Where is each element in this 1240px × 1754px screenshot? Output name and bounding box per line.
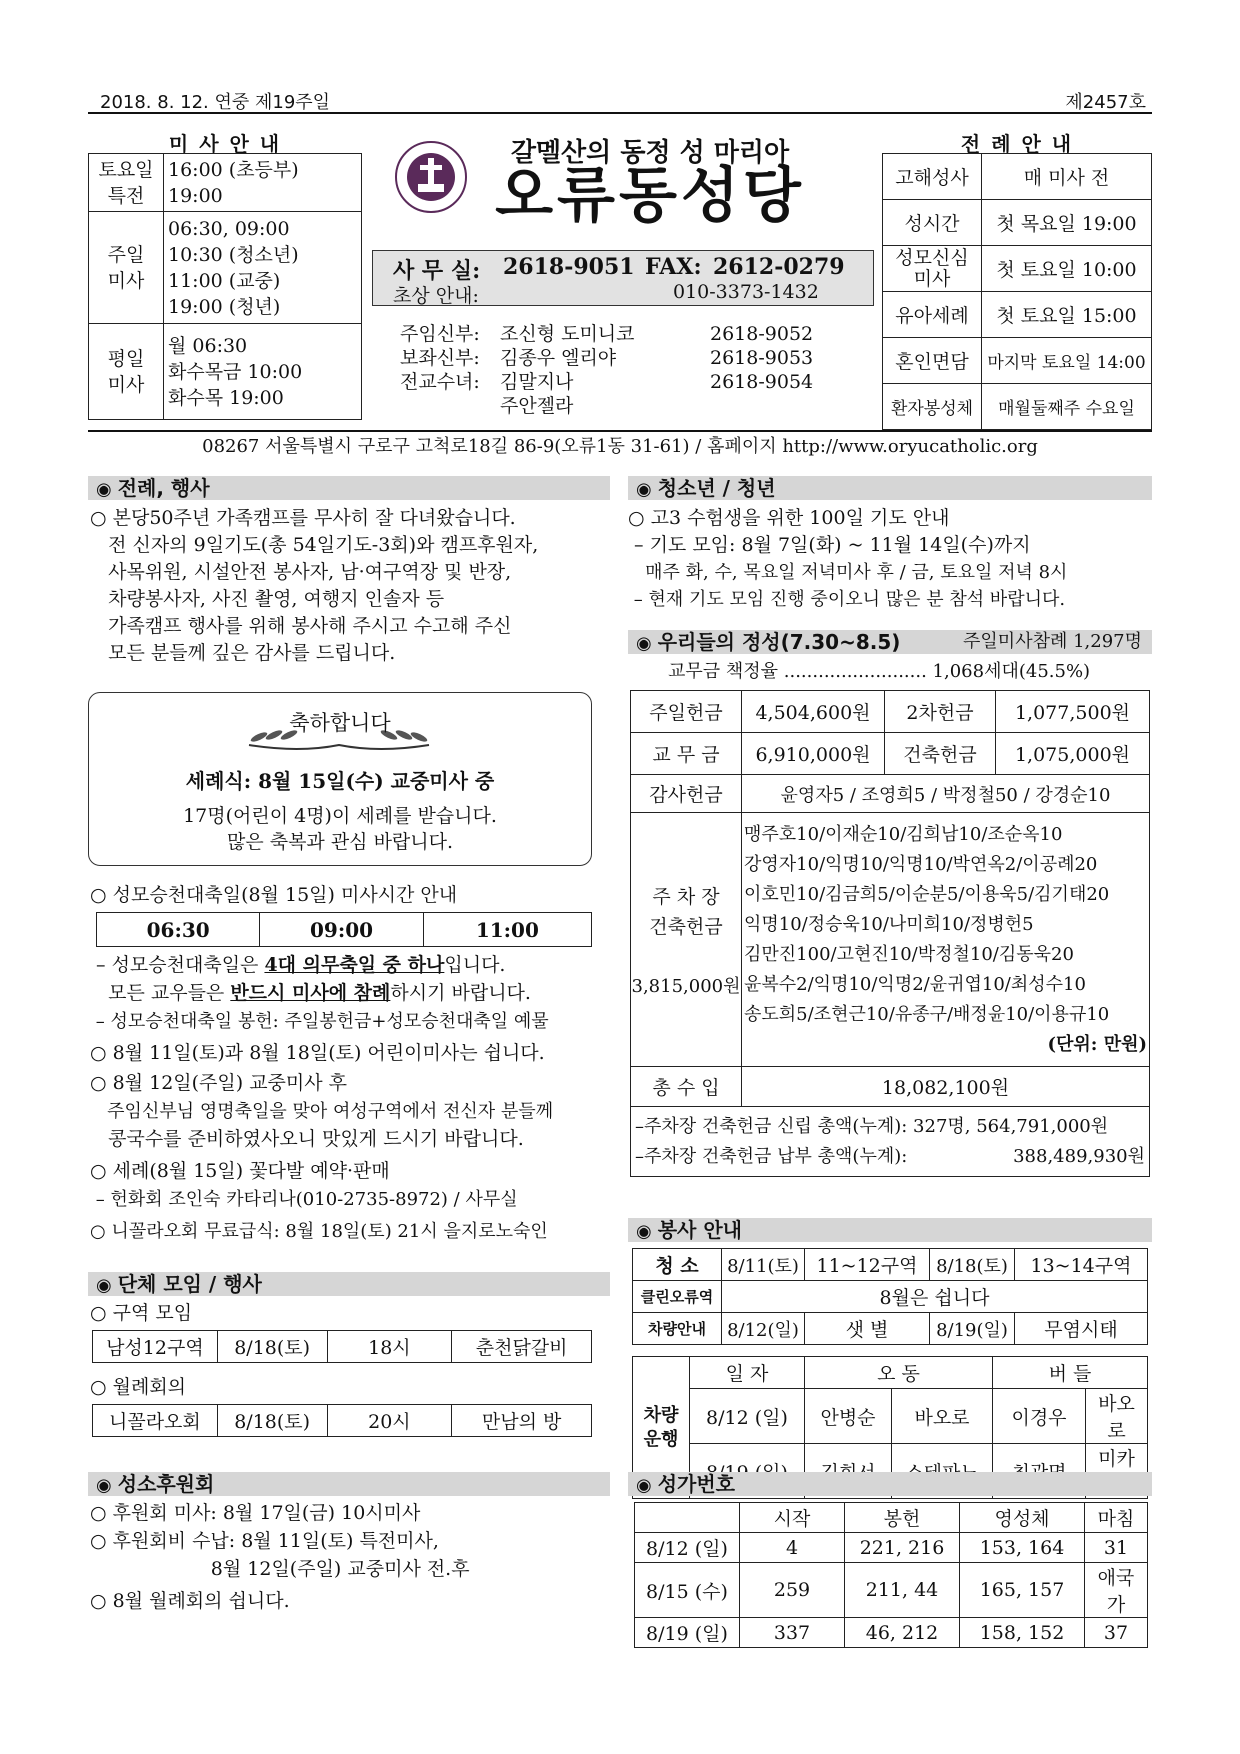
cell: 165, 157 bbox=[960, 1563, 1085, 1618]
head-cell: 시작 bbox=[740, 1503, 845, 1533]
cell-label: 감사헌금 bbox=[631, 775, 742, 813]
text-line: ○ 성모승천대축일(8월 15일) 미사시간 안내 bbox=[90, 884, 458, 906]
text-line: – 헌화회 조인숙 카타리나(010-2735-8972) / 사무실 bbox=[90, 1189, 518, 1210]
mass-time: 09:00 bbox=[260, 913, 423, 947]
cell: 바오로 bbox=[892, 1389, 993, 1444]
cell: 11~12구역 bbox=[805, 1249, 930, 1281]
liturgy-label: 성시간 bbox=[883, 200, 982, 246]
issue-date: 2018. 8. 12. 연중 제19주일 bbox=[100, 92, 331, 113]
donor-line: 김만진100/고현진10/박정철10/김동욱20 bbox=[744, 943, 1074, 965]
fax-label: FAX: bbox=[645, 254, 702, 280]
head-cell: 마침 bbox=[1085, 1503, 1148, 1533]
text-line: – 현재 기도 모임 진행 중이오니 많은 분 참석 바랍니다. bbox=[628, 589, 1066, 610]
bullet-icon: ◉ bbox=[636, 1475, 652, 1496]
liturgy-value: 첫 토요일 10:00 bbox=[982, 246, 1152, 292]
clergy-name: 주안젤라 bbox=[500, 395, 574, 417]
text-line: ○ 세례(8월 15일) 꽃다발 예약·판매 bbox=[90, 1160, 390, 1182]
cell: 8/12 (일) bbox=[690, 1389, 805, 1444]
donor-line: 윤복수2/익명10/익명2/윤귀엽10/최성수10 bbox=[744, 973, 1086, 995]
liturgy-value: 첫 목요일 19:00 bbox=[982, 200, 1152, 246]
hymn-table bbox=[634, 1502, 1148, 1648]
offering-table bbox=[630, 690, 1150, 1177]
assumption-times-table bbox=[96, 912, 592, 947]
unit-note: (단위: 만원) bbox=[1047, 1033, 1147, 1055]
cell-label: 청 소 bbox=[633, 1249, 722, 1281]
cell: 8/18(토) bbox=[930, 1249, 1015, 1281]
text-line: 사목위원, 시설안전 봉사자, 남·여구역장 및 반장, bbox=[90, 561, 512, 583]
donor-line: 이호민10/김금희5/이순분5/이용욱5/김기태20 bbox=[744, 883, 1110, 905]
cell: 37 bbox=[1085, 1618, 1148, 1648]
cell: 이경우 bbox=[993, 1389, 1086, 1444]
building-summary bbox=[631, 1107, 1150, 1177]
parish-logo bbox=[394, 140, 468, 214]
donor-line: 맹주호10/이재순10/김희남10/조순옥10 bbox=[744, 823, 1063, 845]
head-cell bbox=[635, 1503, 740, 1533]
service-table bbox=[632, 1248, 1148, 1345]
clergy-name: 김말지나 bbox=[500, 371, 574, 393]
pledge-line: –주차장 건축헌금 신립 총액(누계): 327명, 564,791,000원 bbox=[635, 1115, 1109, 1137]
bullet-icon: ◉ bbox=[96, 1275, 112, 1296]
dues-rate: 교무금 책정율 ......................... 1,068세대(45.5%) bbox=[668, 661, 1091, 682]
bullet-icon: ◉ bbox=[96, 1475, 112, 1496]
cell: 남성12구역 bbox=[93, 1331, 218, 1363]
office-label: 사 무 실: bbox=[393, 258, 481, 284]
cell-value: 윤영자5 / 조영희5 / 박정철50 / 강경순10 bbox=[742, 775, 1150, 813]
liturgy-label: 혼인면담 bbox=[883, 338, 982, 384]
fax-number: 2612-0279 bbox=[713, 254, 845, 280]
cell-label: 교 무 금 bbox=[631, 733, 742, 775]
text-line: ○ 후원회 미사: 8월 17일(금) 10시미사 bbox=[90, 1502, 421, 1524]
text-line: ○ 니꼴라오회 무료급식: 8월 18일(토) 21시 을지로노숙인 bbox=[90, 1221, 548, 1242]
cell: 8/15 (수) bbox=[635, 1563, 740, 1618]
text-line: 전 신자의 9일기도(총 54일기도-3회)와 캠프후원자, bbox=[90, 534, 539, 556]
cell: 153, 164 bbox=[960, 1533, 1085, 1563]
text-line: – 기도 모임: 8월 7일(화) ~ 11월 14일(수)까지 bbox=[628, 534, 1031, 556]
liturgy-value: 첫 토요일 15:00 bbox=[982, 292, 1152, 338]
mass-guide-title: 미 사 안 내 bbox=[168, 132, 282, 156]
text-line: ○ 월례회의 bbox=[90, 1376, 187, 1398]
text-line: 차량봉사자, 사진 촬영, 여행지 인솔자 등 bbox=[90, 588, 445, 610]
funeral-phone: 010-3373-1432 bbox=[673, 281, 819, 303]
text-line: 모든 분들께 깊은 감사를 드립니다. bbox=[90, 642, 396, 664]
bullet-icon: ◉ bbox=[96, 479, 112, 500]
mass-time: 06:30 bbox=[97, 913, 260, 947]
congrats-box bbox=[88, 692, 592, 866]
text-line: ○ 후원회비 수납: 8월 11일(토) 특전미사, bbox=[90, 1530, 439, 1552]
section-hymns bbox=[628, 1472, 1152, 1496]
monthly-meeting-table bbox=[92, 1404, 592, 1437]
cell: 221, 216 bbox=[845, 1533, 960, 1563]
cell-value: 1,075,000원 bbox=[996, 733, 1150, 775]
parish-title: 오류동성당 bbox=[495, 161, 805, 231]
head-cell: 오 동 bbox=[805, 1357, 993, 1389]
section-title: 우리들의 정성(7.30~8.5) bbox=[657, 630, 901, 654]
liturgy-label: 고해성사 bbox=[883, 154, 982, 200]
parish-subtitle: 갈멜산의 동정 성 마리아 bbox=[510, 138, 790, 168]
parking-label-cell bbox=[631, 813, 742, 1067]
cell: 46, 212 bbox=[845, 1618, 960, 1648]
cell: 만남의 방 bbox=[452, 1405, 592, 1437]
cell: 8/19 (일) bbox=[635, 1618, 740, 1648]
liturgy-label: 환자봉성체 bbox=[883, 384, 982, 430]
total-value: 18,082,100원 bbox=[742, 1067, 1150, 1107]
cell: 춘천닭갈비 bbox=[452, 1331, 592, 1363]
district-meeting-table bbox=[92, 1330, 592, 1363]
funeral-label: 초상 안내: bbox=[393, 285, 479, 307]
text-line: ○ 8월 12일(주일) 교중미사 후 bbox=[90, 1072, 348, 1094]
cell: 미카 bbox=[1086, 1444, 1148, 1499]
cell: 샛 별 bbox=[805, 1313, 930, 1345]
cell: 안병순 bbox=[805, 1389, 892, 1444]
head-cell: 영성체 bbox=[960, 1503, 1085, 1533]
liturgy-value: 매월둘째주 수요일 bbox=[982, 384, 1152, 430]
cell-label: 2차헌금 bbox=[885, 691, 996, 733]
cell: 8/11(토) bbox=[722, 1249, 805, 1281]
text-line bbox=[90, 980, 531, 1007]
liturgy-guide-table bbox=[882, 153, 1152, 430]
clergy-role: 주임신부: bbox=[400, 323, 480, 345]
address-line bbox=[88, 430, 1152, 458]
cell: 바오로 bbox=[1086, 1389, 1148, 1444]
cell: 8월은 쉽니다 bbox=[722, 1281, 1148, 1313]
text-part: 하시기 바랍니다. bbox=[390, 982, 531, 1004]
text-line: ○ 고3 수험생을 위한 100일 기도 안내 bbox=[628, 507, 950, 529]
mass-times-weekday: 월 06:30 화수목금 10:00 화수목 19:00 bbox=[164, 324, 362, 420]
vehicle-label: 차량 운행 bbox=[633, 1357, 690, 1499]
cell: 무염시태 bbox=[1015, 1313, 1148, 1345]
liturgy-guide-title: 전 례 안 내 bbox=[960, 132, 1074, 156]
text-line: ○ 구역 모임 bbox=[90, 1302, 193, 1324]
mass-guide-table bbox=[88, 153, 362, 420]
section-group-meetings bbox=[88, 1272, 610, 1296]
paid-value: 388,489,930원 bbox=[1013, 1145, 1145, 1167]
head-cell: 봉헌 bbox=[845, 1503, 960, 1533]
cell: 애국가 bbox=[1085, 1563, 1148, 1618]
clergy-name: 조신형 도미니코 bbox=[500, 323, 635, 345]
mass-label-saturday: 토요일 특전 bbox=[89, 154, 164, 212]
cell-label: 건축헌금 bbox=[885, 733, 996, 775]
baptism-text: 17명(어린이 4명)이 세례를 받습니다. bbox=[183, 805, 497, 827]
office-phone: 2618-9051 bbox=[503, 254, 635, 280]
bullet-icon: ◉ bbox=[636, 1221, 652, 1242]
office-box bbox=[372, 250, 874, 306]
section-title: 성가번호 bbox=[657, 1472, 735, 1496]
cell-label: 차량안내 bbox=[633, 1313, 722, 1345]
cell: 13~14구역 bbox=[1015, 1249, 1148, 1281]
cell: 158, 152 bbox=[960, 1618, 1085, 1648]
baptism-line: 세례식: 8월 15일(수) 교중미사 중 bbox=[185, 769, 495, 793]
clergy-phone: 2618-9054 bbox=[710, 371, 814, 393]
address-text: 08267 서울특별시 구로구 고척로18길 86-9(오류1동 31-61) / 홈페이지 http://www.oryucatholic.org bbox=[202, 436, 1038, 457]
liturgy-value: 마지막 토요일 14:00 bbox=[982, 338, 1152, 384]
cell-value: 4,504,600원 bbox=[742, 691, 885, 733]
donor-line: 익명10/정승욱10/나미희10/정병헌5 bbox=[744, 913, 1034, 935]
cell-value: 1,077,500원 bbox=[996, 691, 1150, 733]
section-service bbox=[628, 1218, 1152, 1242]
clergy-phone: 2618-9053 bbox=[710, 347, 814, 369]
section-title: 전례, 행사 bbox=[117, 476, 210, 500]
cell: 20시 bbox=[327, 1405, 452, 1437]
bullet-icon: ◉ bbox=[636, 633, 652, 654]
section-title: 청소년 / 청년 bbox=[657, 476, 776, 500]
section-title: 성소후원회 bbox=[117, 1472, 215, 1496]
cell-label: 클린오류역 bbox=[633, 1281, 722, 1313]
section-offering bbox=[628, 630, 1152, 654]
text-part: – 성모승천대축일은 bbox=[90, 954, 265, 976]
section-title: 단체 모임 / 행사 bbox=[117, 1272, 262, 1296]
section-sanctuary bbox=[88, 1472, 610, 1496]
text-line: ○ 8월 11일(토)과 8월 18일(토) 어린이미사는 쉽니다. bbox=[90, 1042, 545, 1064]
parking-label: 주 차 장 건축헌금 bbox=[649, 885, 723, 938]
baptism-text: 많은 축복과 관심 바랍니다. bbox=[226, 831, 454, 853]
header-bar bbox=[88, 88, 1152, 114]
cell: 8/18(토) bbox=[217, 1331, 327, 1363]
text-part: 입니다. bbox=[444, 954, 506, 976]
cell: 니꼴라오회 bbox=[93, 1405, 218, 1437]
parking-donors bbox=[742, 813, 1150, 1067]
donor-line: 송도희5/조현근10/유종구/배정윤10/이용규10 bbox=[744, 1003, 1110, 1025]
cell: 8/12 (일) bbox=[635, 1533, 740, 1563]
cell-label: 주일헌금 bbox=[631, 691, 742, 733]
cell: 8/19(일) bbox=[930, 1313, 1015, 1345]
mass-label-weekday: 평일 미사 bbox=[89, 324, 164, 420]
text-line bbox=[90, 952, 505, 979]
text-line: – 성모승천대축일 봉헌: 주일봉헌금+성모승천대축일 예물 bbox=[90, 1011, 549, 1032]
text-line: ○ 8월 월례회의 쉽니다. bbox=[90, 1590, 290, 1612]
clergy-name: 김종우 엘리야 bbox=[500, 347, 617, 369]
section-liturgy-events bbox=[88, 476, 610, 500]
head-cell: 버 들 bbox=[993, 1357, 1148, 1389]
mass-times-sunday: 06:30, 09:00 10:30 (청소년) 11:00 (교중) 19:00 (청년) bbox=[164, 212, 362, 324]
cell: 337 bbox=[740, 1618, 845, 1648]
clergy-role: 전교수녀: bbox=[400, 371, 480, 393]
section-youth bbox=[628, 476, 1152, 500]
text-line: 가족캠프 행사를 위해 봉사해 주시고 수고해 주신 bbox=[90, 615, 512, 637]
cell: 8/18(토) bbox=[217, 1405, 327, 1437]
cell: 31 bbox=[1085, 1533, 1148, 1563]
attendance: 주일미사참례 1,297명 bbox=[963, 631, 1142, 652]
cell: 4 bbox=[740, 1533, 845, 1563]
text-emphasis: 4대 의무축일 중 하나 bbox=[264, 954, 445, 976]
cell: 18시 bbox=[327, 1331, 452, 1363]
clergy-role: 보좌신부: bbox=[400, 347, 480, 369]
text-line: 콩국수를 준비하였사오니 맛있게 드시기 바랍니다. bbox=[90, 1128, 524, 1150]
parking-total: 3,815,000원 bbox=[631, 975, 741, 997]
text-line: 매주 화, 수, 목요일 저녁미사 후 / 금, 토요일 저녁 8시 bbox=[628, 562, 1068, 583]
cell: 259 bbox=[740, 1563, 845, 1618]
text-line: ○ 본당50주년 가족캠프를 무사히 잘 다녀왔습니다. bbox=[90, 507, 516, 529]
mass-time: 11:00 bbox=[423, 913, 591, 947]
liturgy-label: 성모신심 미사 bbox=[883, 246, 982, 292]
donor-line: 강영자10/익명10/익명10/박연옥2/이공례20 bbox=[744, 853, 1098, 875]
text-part: 모든 교우들은 bbox=[90, 982, 231, 1004]
section-title: 봉사 안내 bbox=[657, 1218, 742, 1242]
head-cell: 일 자 bbox=[690, 1357, 805, 1389]
clergy-phone: 2618-9052 bbox=[710, 323, 814, 345]
mass-times-saturday: 16:00 (초등부) 19:00 bbox=[164, 154, 362, 212]
mass-label-sunday: 주일 미사 bbox=[89, 212, 164, 324]
text-line: 8월 12일(주일) 교중미사 전.후 bbox=[90, 1558, 470, 1580]
liturgy-value: 매 미사 전 bbox=[982, 154, 1152, 200]
liturgy-label: 유아세례 bbox=[883, 292, 982, 338]
paid-label: –주차장 건축헌금 납부 총액(누계): bbox=[635, 1145, 908, 1167]
cell-value: 6,910,000원 bbox=[742, 733, 885, 775]
cell: 211, 44 bbox=[845, 1563, 960, 1618]
congrats-title: 축하합니다 bbox=[289, 711, 391, 735]
issue-number: 제2457호 bbox=[1065, 92, 1146, 113]
clergy-list bbox=[400, 322, 840, 418]
cell-label: 총 수 입 bbox=[631, 1067, 742, 1107]
cell: 8/12(일) bbox=[722, 1313, 805, 1345]
bullet-icon: ◉ bbox=[636, 479, 652, 500]
text-line: 주임신부님 영명축일을 맞아 여성구역에서 전신자 분들께 bbox=[90, 1101, 554, 1122]
text-emphasis: 반드시 미사에 참례 bbox=[230, 982, 391, 1004]
